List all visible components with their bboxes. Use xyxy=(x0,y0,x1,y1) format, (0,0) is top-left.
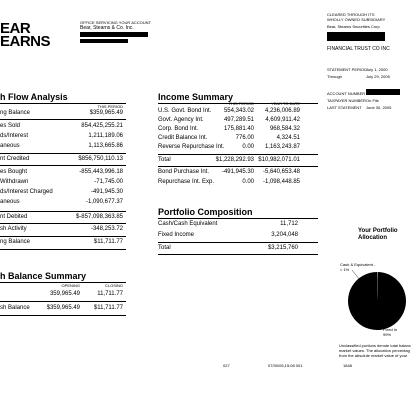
income-rule-1 xyxy=(158,154,318,155)
allocation-title xyxy=(358,228,398,242)
period-to-label: Through xyxy=(327,74,342,79)
income-row-label: Credit Balance Int. xyxy=(158,135,208,141)
logo-line-2: EARNS xyxy=(0,33,51,50)
clearing-line-3: Bear, Stearns Securities Corp xyxy=(327,24,380,29)
cash-flow-debit-value: -1,090,677.37 xyxy=(85,199,123,205)
income-row-period: 776.00 xyxy=(235,135,254,141)
income-row-label: U.S. Govt. Bond Int. xyxy=(158,108,212,114)
cash-flow-credit-value: 854,425,255.21 xyxy=(81,123,123,129)
cash-balance-row-label: sh Balance xyxy=(0,305,30,311)
allocation-title-line-1: Your Portfolio xyxy=(358,228,398,234)
income-row-label: Reverse Repurchase Int. xyxy=(158,144,225,150)
cash-flow-credit-value: 1,211,189.06 xyxy=(88,133,123,139)
cash-flow-debit-value: -71,745.00 xyxy=(94,179,123,185)
cash-flow-closing-value: $11,711.77 xyxy=(93,239,123,245)
cash-flow-rule-6 xyxy=(0,236,126,237)
income-row-label: Corp. Bond Int. xyxy=(158,126,199,132)
cash-flow-credit-label: es Sold xyxy=(0,123,21,129)
allocation-cash-pct: < 1% xyxy=(340,267,350,272)
income-rule-2 xyxy=(158,166,318,167)
income-total-period: $1,228,292.93 xyxy=(215,157,254,163)
cash-flow-debit-label: es Bought xyxy=(0,169,28,175)
cash-balance-title: h Balance Summary xyxy=(0,271,87,281)
cash-balance-col-closing: CLOSING xyxy=(104,283,123,288)
portfolio-row-label: Fixed Income xyxy=(158,232,195,238)
income-row-ytd: 1,163,243.87 xyxy=(264,144,300,150)
income-row-period: 497,289.51 xyxy=(223,117,254,123)
cash-flow-credit-label: aneous xyxy=(0,143,20,149)
income-row-ytd: 4,609,911.42 xyxy=(265,117,300,123)
portfolio-total-label: Total xyxy=(158,245,171,251)
cash-balance-col-opening: OPENING xyxy=(61,283,80,288)
income-total-label: Total xyxy=(158,157,171,163)
allocation-note-line-2: market values. The allocation percentag xyxy=(339,348,410,353)
cash-flow-debit-label: aneous xyxy=(0,199,20,205)
income-col-period: THIS PERIOD xyxy=(228,101,254,106)
cash-flow-opening-value: $359,965.49 xyxy=(89,110,123,116)
redacted-address-2 xyxy=(80,39,128,43)
cash-balance-row-rule xyxy=(0,315,126,316)
office-label: OFFICE SERVICING YOUR ACCOUNT xyxy=(80,20,151,25)
income-extra-ytd: -1,098,448.85 xyxy=(262,179,300,185)
clearing-line-2: WHOLLY OWNED SUBSIDIARY xyxy=(327,17,386,22)
income-row-period: 554,343.02 xyxy=(223,108,254,114)
cash-flow-debit-label: Withdrawn xyxy=(0,179,29,185)
allocation-pie-chart xyxy=(344,266,400,330)
portfolio-title-rule xyxy=(158,218,318,219)
last-statement-label: LAST STATEMENT xyxy=(327,105,362,110)
income-total-ytd: $10,982,071.01 xyxy=(258,157,300,163)
portfolio-total-value: $3,215,760 xyxy=(267,245,298,251)
income-title: Income Summary xyxy=(158,92,234,102)
clearing-block xyxy=(327,12,385,29)
taxpayer-value: On File xyxy=(366,98,379,103)
allocation-cash-name: Cash & Equivalent - xyxy=(340,262,376,267)
cash-flow-debited-value: $-857,098,363.85 xyxy=(75,214,123,220)
cash-balance-row-opening: 359,965.49 xyxy=(49,291,80,297)
logo-line-1: EAR xyxy=(0,20,31,37)
cash-flow-col-header: THIS PERIOD xyxy=(97,104,123,109)
taxpayer-label: TAXPAYER NUMBER xyxy=(327,98,366,103)
footer-code: 027 xyxy=(223,363,230,368)
redacted-clearing xyxy=(327,32,385,41)
cash-balance-row-opening: $359,965.49 xyxy=(46,305,80,311)
cash-flow-debit-value: -855,443,996.18 xyxy=(79,169,123,175)
period-to: July 29, 2005 xyxy=(366,74,390,79)
office-block xyxy=(80,20,151,31)
cash-flow-closing-label: ng Balance xyxy=(0,239,31,245)
portfolio-rule-1 xyxy=(158,242,318,243)
redacted-address-1 xyxy=(80,32,148,37)
cash-flow-rule-2 xyxy=(0,153,126,154)
portfolio-title: Portfolio Composition xyxy=(158,207,253,217)
cash-flow-activity-label: sh Activity xyxy=(0,226,27,232)
income-row-ytd: 968,584.32 xyxy=(269,126,300,132)
bear-stearns-logo xyxy=(0,22,50,48)
cash-flow-rule-3 xyxy=(0,165,126,166)
cash-flow-rule-7 xyxy=(0,249,126,250)
redacted-account-number xyxy=(366,89,400,95)
income-extra-label: Repurchase Int. Exp. xyxy=(158,179,215,185)
clearing-line-1: CLEARED THROUGH ITS xyxy=(327,12,375,17)
cash-balance-row-closing: $11,711.77 xyxy=(93,305,123,311)
cash-flow-rule-1 xyxy=(0,119,126,120)
cash-flow-title: h Flow Analysis xyxy=(0,92,68,102)
cash-flow-rule-5 xyxy=(0,223,126,224)
income-row-label: Govt. Agency Int. xyxy=(158,117,204,123)
cash-flow-opening-label: ng Balance xyxy=(0,110,31,116)
client-name: FINANCIAL TRUST CO INC xyxy=(327,46,390,52)
pie-cash-leader xyxy=(352,270,360,280)
allocation-title-line-2: Allocation xyxy=(358,235,388,241)
portfolio-row-label: Cash/Cash Equivalent xyxy=(158,221,218,227)
income-extra-period: 0.00 xyxy=(242,179,254,185)
cash-flow-debited-label: nt Debited xyxy=(0,214,28,220)
cash-flow-credit-value: 1,113,665.86 xyxy=(88,143,123,149)
period-from-label: STATEMENT PERIOD xyxy=(327,67,368,72)
cash-balance-row-closing: 11,711.77 xyxy=(97,291,123,297)
portfolio-row-value: 3,204,048 xyxy=(271,232,298,238)
cash-flow-credited-value: $856,750,110.13 xyxy=(78,156,123,162)
cash-flow-debit-value: -491,945.30 xyxy=(90,189,123,195)
income-row-ytd: 4,324.51 xyxy=(276,135,300,141)
cash-flow-credited-label: nt Credited xyxy=(0,156,30,162)
allocation-fixed-label xyxy=(383,327,397,337)
allocation-note xyxy=(339,343,411,358)
footer-num: 1848 xyxy=(343,363,352,368)
income-row-ytd: 4,236,006.89 xyxy=(264,108,300,114)
income-extra-label: Bond Purchase Int. xyxy=(158,169,210,175)
cash-flow-activity-value: -348,253.72 xyxy=(90,226,123,232)
income-row-period: 0.00 xyxy=(242,144,254,150)
allocation-fixed-name: Fixed In xyxy=(383,327,398,332)
income-col-ytd: YEAR TO DATE xyxy=(271,101,300,106)
footer-date: 07/30/05,15:08 001 xyxy=(268,363,303,368)
cash-flow-debit-label: ds/Interest Charged xyxy=(0,189,53,195)
income-row-period: 175,881.40 xyxy=(223,126,254,132)
cash-flow-rule-4 xyxy=(0,211,126,212)
account-number-label: ACCOUNT NUMBER xyxy=(327,91,366,96)
cash-flow-credit-label: ds/Interest xyxy=(0,133,29,139)
allocation-note-line-3: from the absolute market value of your xyxy=(339,353,408,358)
last-statement-value: June 30, 2005 xyxy=(366,105,392,110)
period-from: July 1, 2000 xyxy=(366,67,388,72)
cash-balance-row-rule xyxy=(0,301,126,302)
income-extra-ytd: -5,640,653.48 xyxy=(262,169,300,175)
income-extra-period: -491,945.30 xyxy=(221,169,254,175)
allocation-note-line-1: Unclassified portions denote total balanc xyxy=(339,343,411,348)
portfolio-rule-2 xyxy=(158,254,318,255)
allocation-fixed-pct: 99% xyxy=(383,332,392,337)
office-name: Bear, Stearns & Co. Inc. xyxy=(80,25,134,31)
portfolio-row-value: 11,712 xyxy=(280,221,298,227)
